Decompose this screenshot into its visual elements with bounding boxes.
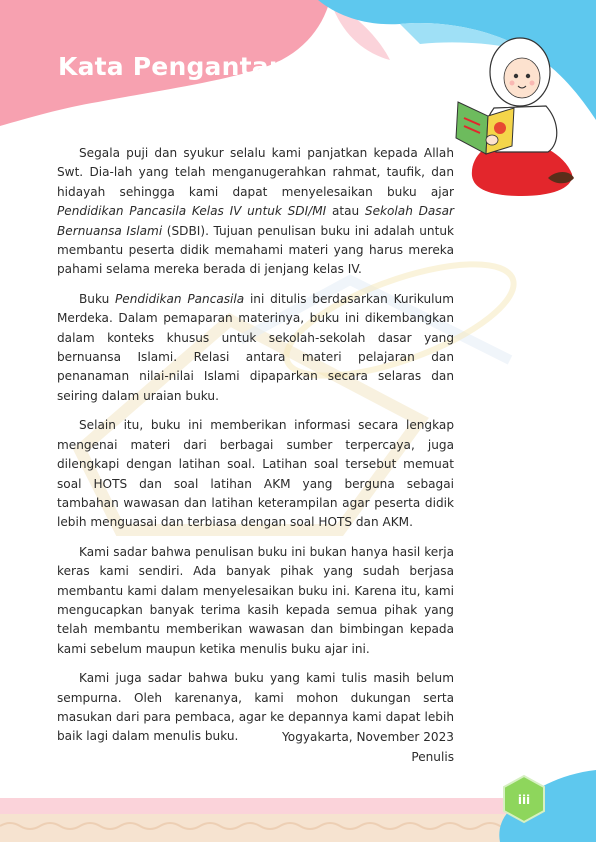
paragraph-1-book-title: Pendidikan Pancasila Kelas IV untuk SDI/MI <box>57 204 327 219</box>
paragraph-1-text-3: (SDBI). Tujuan penulisan buku ini adalah untuk membantu peserta didik memahami materi yang harus mereka pahami selama mereka berada di jenjang kelas IV. <box>57 223 454 277</box>
paragraph-1-text-2: atau <box>326 204 365 219</box>
girl-reading-book-illustration <box>452 28 578 200</box>
signoff-place-date: Yogyakarta, November 2023 <box>282 730 454 744</box>
paragraph-1 <box>57 144 454 280</box>
paragraph-4-text: Kami sadar bahwa penulisan buku ini bukan hanya hasil kerja keras kami sendiri. Ada banyak pihak yang sudah berjasa membantu kami dalam menyelesaikan buku ini. Karena itu, kami mengucapkan banyak terima kasih kepada semua pihak yang telah membantu memberikan wawasan dan bimbingan kepada kami sebelum maupun ketika menulis buku ajar ini. <box>57 544 454 656</box>
paragraph-3 <box>57 416 454 532</box>
signoff <box>282 727 454 767</box>
paragraph-5-text: Kami juga sadar bahwa buku yang kami tulis masih belum sempurna. Oleh karenanya, kami mohon dukungan serta masukan dari para pembaca, agar ke depannya kami dapat lebih baik lagi dalam menulis buku. <box>57 671 454 744</box>
preface-body <box>57 144 454 757</box>
page-title: Kata Pengantar <box>58 52 282 81</box>
paragraph-2-text-1: Buku <box>79 291 116 306</box>
paragraph-3-text: Selain itu, buku ini memberikan informasi secara lengkap mengenai materi dari berbagai sumber terpercaya, juga dilengkapi dengan latihan soal. Latihan soal tersebut memuat soal HOTS dan soal latihan AKM yang berguna sebagai tambahan wawasan dan latihan keterampilan agar peserta didik lebih menguasai dan terbiasa dengan soal HOTS dan AKM. <box>57 418 454 530</box>
signoff-author: Penulis <box>411 750 454 764</box>
paragraph-2-book-title: Pendidikan Pancasila <box>115 291 245 306</box>
paragraph-1-text-1: Segala puji dan syukur selalu kami panjatkan kepada Allah Swt. Dia-lah yang telah menganugerahkan rahmat, taufik, dan hidayah sehingga kami dapat menyelesaikan buku ajar <box>57 146 454 199</box>
paragraph-2-text-2: ini ditulis berdasarkan Kurikulum Merdeka. Dalam pemaparan materinya, buku ini dikembangkan dalam konteks khusus untuk sekolah-sekolah dasar yang bernuansa Islami. Relasi antara materi pelajaran dan penanaman nilai-nilai Islami dipaparkan secara selaras dan seiring dalam uraian buku. <box>57 291 454 403</box>
paragraph-2 <box>57 290 454 406</box>
page-number: iii <box>517 793 531 807</box>
paragraph-1-school-type: Sekolah Dasar Bernuansa Islami <box>57 204 454 238</box>
paragraph-4 <box>57 543 454 659</box>
